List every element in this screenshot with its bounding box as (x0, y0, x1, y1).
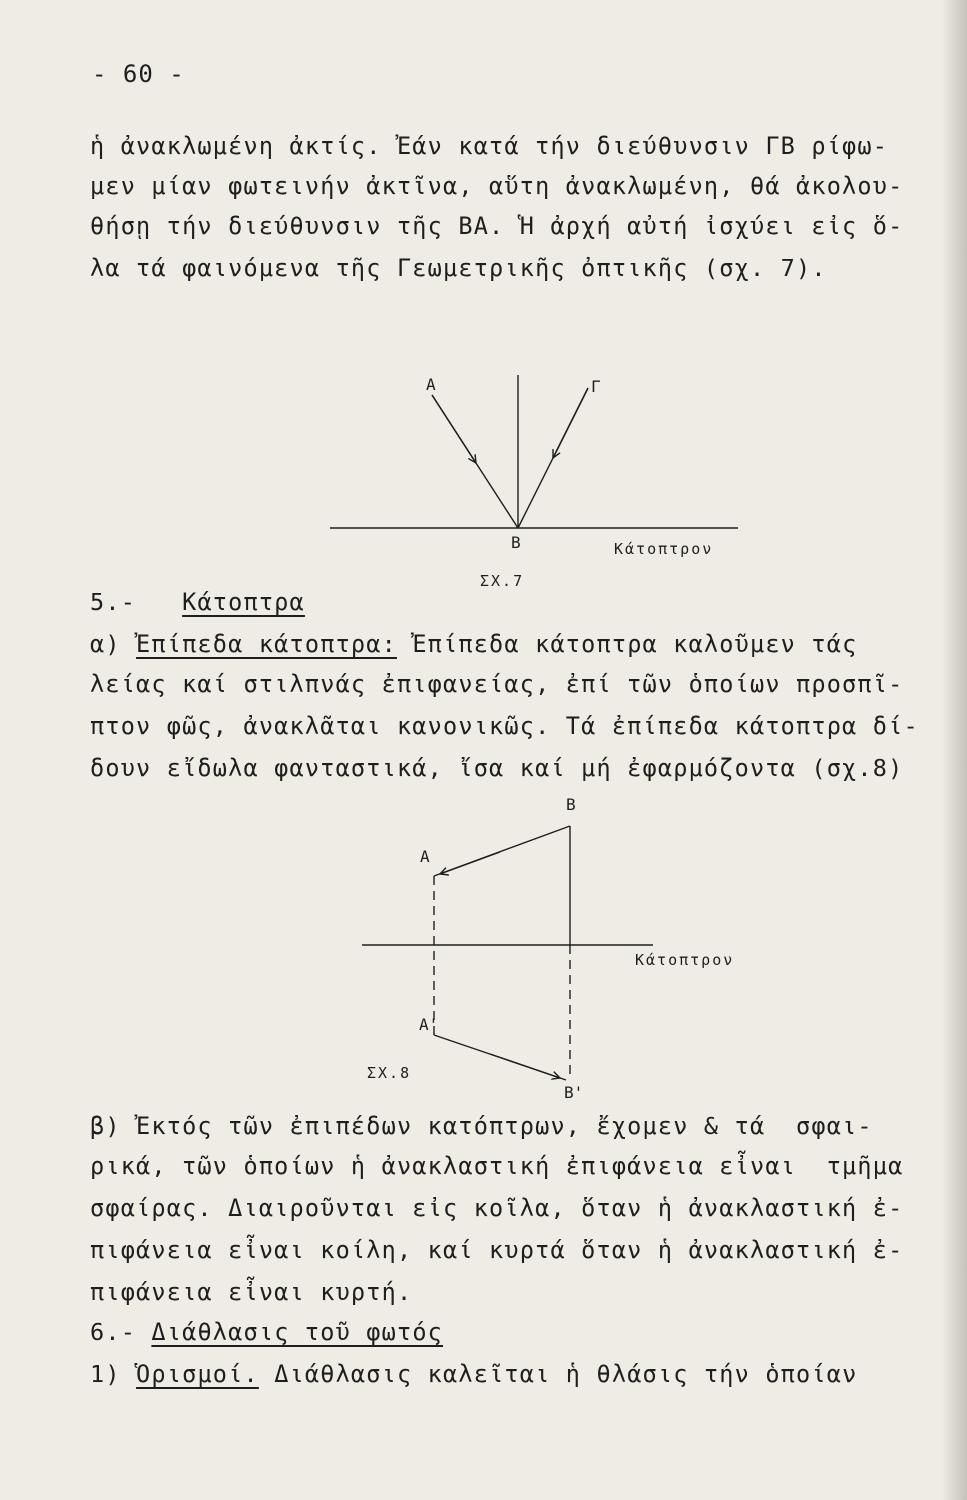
ray-a-arrow (432, 395, 476, 463)
text-line: ἡ ἀνακλωμένη ἀκτίς. Ἐάν κατά τήν διεύθυνσιν ΓΒ ρίφω- (90, 132, 889, 160)
label-b-fig8: Β (566, 795, 576, 814)
section-6-item-heading: Ὁρισμοί. (136, 1360, 259, 1388)
text-line: ρικά, τῶν ὁποίων ἡ ἀνακλαστική ἐπιφάνεια εἶναι τμῆμα (90, 1152, 904, 1180)
page-number: - 60 - (92, 60, 185, 88)
section-6-item-line (90, 1360, 857, 1388)
label-b-prime-fig8: Β' (564, 1083, 584, 1102)
caption-fig8: ΣΧ.8 (367, 1064, 412, 1082)
label-a-fig7: Α (426, 375, 436, 394)
section-6-number: 6.- (90, 1318, 137, 1346)
ray-b-a-arrow (440, 852, 500, 874)
text-line: πτον φῶς, ἀνακλᾶται κανονικῶς. Τά ἐπίπεδα κάτοπτρα δί- (90, 712, 919, 740)
text-line: θήσῃ τήν διεύθυνσιν τῆς ΒΑ. Ἡ ἀρχή αὐτή ἰσχύει εἰς ὅ- (90, 212, 904, 240)
section-5a-prefix: α) (90, 630, 137, 658)
text-line: πιφάνεια εἶναι κυρτή. (90, 1278, 413, 1306)
label-g-fig7: Γ (591, 377, 601, 396)
caption-fig7: ΣΧ.7 (480, 572, 525, 590)
section-6-item-prefix: 1) (90, 1360, 137, 1388)
section-5a-heading: Ἐπίπεδα κάτοπτρα: (136, 630, 397, 658)
text-line: σφαίρας. Διαιροῦνται εἰς κοῖλα, ὅταν ἡ ἀνακλαστική ἐ- (90, 1194, 904, 1222)
text-line: μεν μίαν φωτεινήν ἀκτῖνα, αὕτη ἀνακλωμένη, θά ἀκολου- (90, 172, 904, 200)
text-line: λα τά φαινόμενα τῆς Γεωμετρικῆς ὀπτικῆς (σχ. 7). (90, 254, 827, 282)
section-6-title: Διάθλασις τοῦ φωτός (151, 1318, 444, 1346)
section-5a-text: Ἐπίπεδα κάτοπτρα καλοῦμεν τάς (396, 630, 858, 658)
image-a-b-arrow (490, 1054, 560, 1078)
mirror-label-fig8: Κάτοπτρον (635, 951, 735, 969)
section-5a-line (90, 630, 857, 658)
section-5-heading (90, 588, 305, 616)
label-a-fig8: Α (420, 847, 430, 866)
section-5-number: 5.- (90, 588, 137, 616)
text-line: πιφάνεια εἶναι κοίλη, καί κυρτά ὅταν ἡ ἀνακλαστική ἐ- (90, 1236, 904, 1264)
text-line: δουν εἴδωλα φανταστικά, ἴσα καί μή ἐφαρμόζοντα (σχ.8) (90, 754, 904, 782)
ray-g-arrow (553, 388, 588, 458)
text-line: β) Ἐκτός τῶν ἐπιπέδων κατόπτρων, ἔχομεν & τά σφαι- (90, 1112, 873, 1140)
text-line: λείας καί στιλπνάς ἐπιφανείας, ἐπί τῶν ὁποίων προσπῖ- (90, 670, 904, 698)
label-a-prime-fig8: Α' (419, 1015, 439, 1034)
mirror-label-fig7: Κάτοπτρον (614, 540, 714, 558)
label-b-fig7: Β (511, 533, 521, 552)
section-6-item-text: Διάθλασις καλεῖται ἡ θλάσις τήν ὁποίαν (258, 1360, 858, 1388)
section-5-title: Κάτοπτρα (182, 588, 305, 616)
page-edge-shadow (941, 0, 967, 1500)
section-6-heading (90, 1318, 443, 1346)
